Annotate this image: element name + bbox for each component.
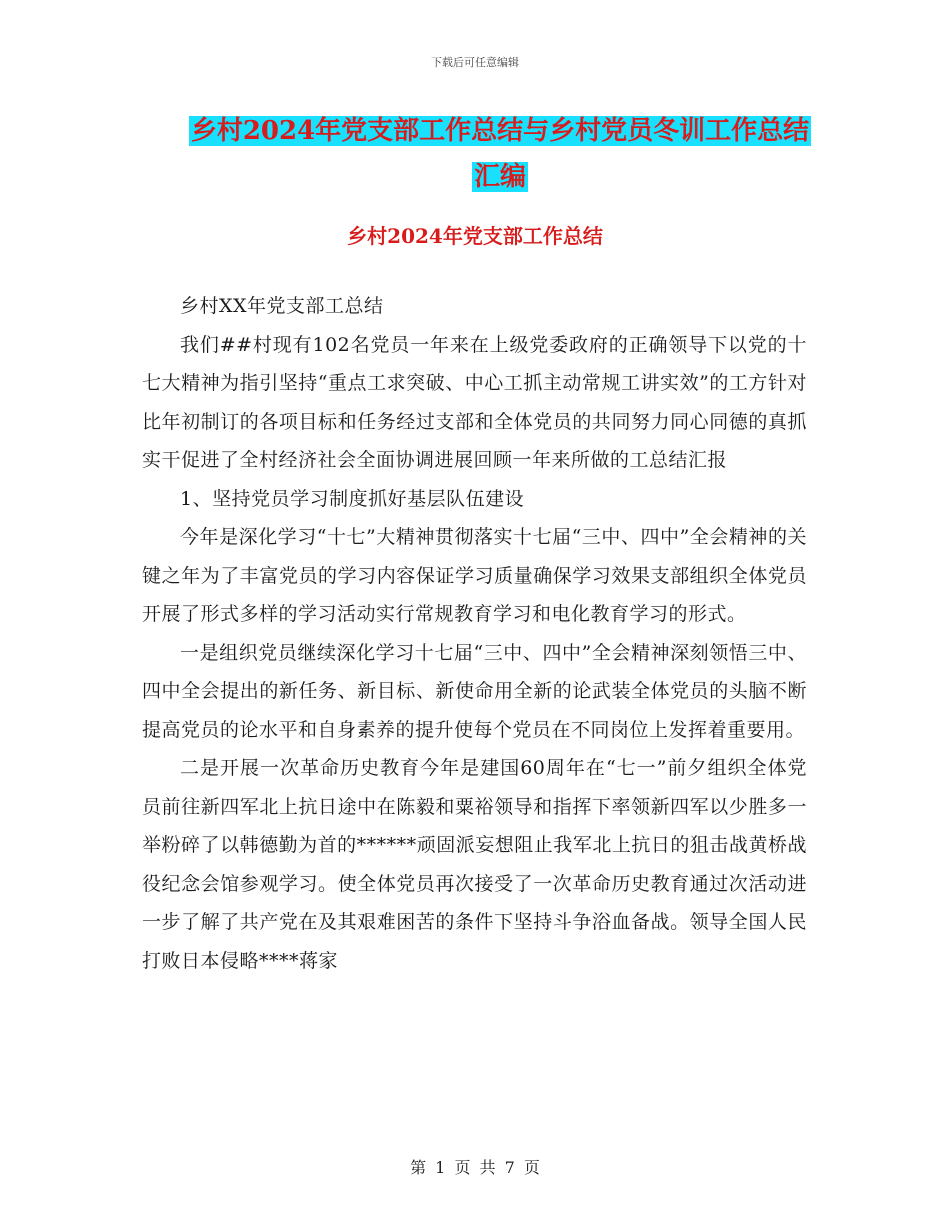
- paragraph-subtitle: 乡村XX年党支部工总结: [180, 295, 384, 317]
- body-text: [142, 287, 807, 980]
- paragraph-second-point: 二是开展一次革命历史教育今年是建国60周年在“七一”前夕组织全体党员前往新四军北上抗日途中在陈毅和粟裕领导和指挥下率领新四军以少胜多一举粉碎了以韩德勤为首的******顽固派妄想阻止我军北上抗日的狙击战黄桥战役纪念会馆参观学习。使全体党员再次接受了一次革命历史教育通过次活动进一步了解了共产党在及其艰难困苦的条件下坚持斗争浴血备战。领导全国人民打败日本侵略****蒋家: [142, 757, 807, 972]
- document-title: [150, 108, 850, 200]
- header-note: 下载后可任意编辑: [431, 56, 519, 69]
- paragraph-study: 今年是深化学习“十七”大精神贯彻落实十七届“三中、四中”全会精神的关键之年为了丰富党员的学习内容保证学习质量确保学习效果支部组织全体党员开展了形式多样的学习活动实行常规教育学习和电化教育学习的形式。: [142, 526, 807, 625]
- page-footer: 第 1 页 共 7 页: [410, 1158, 540, 1177]
- paragraph-first-point: 一是组织党员继续深化学习十七届“三中、四中”全会精神深刻领悟三中、四中全会提出的新任务、新目标、新使命用全新的论武装全体党员的头脑不断提高党员的论水平和自身素养的提升使每个党员在不同岗位上发挥着重要用。: [142, 641, 807, 741]
- document-title-line1: 乡村2024年党支部工作总结与乡村党员冬训工作总结: [190, 116, 810, 146]
- paragraph-heading-1: 1、坚持党员学习制度抓好基层队伍建设: [180, 487, 525, 510]
- section-title: 乡村2024年党支部工作总结: [347, 224, 603, 248]
- paragraph-intro: 我们##村现有102名党员一年来在上级党委政府的正确领导下以党的十七大精神为指引坚持“重点工求突破、中心工抓主动常规工讲实效”的工方针对比年初制订的各项目标和任务经过支部和全体党员的共同努力同心同德的真抓实干促进了全村经济社会全面协调进展回顾一年来所做的工总结汇报: [142, 333, 807, 471]
- document-title-line2: 汇编: [473, 162, 526, 192]
